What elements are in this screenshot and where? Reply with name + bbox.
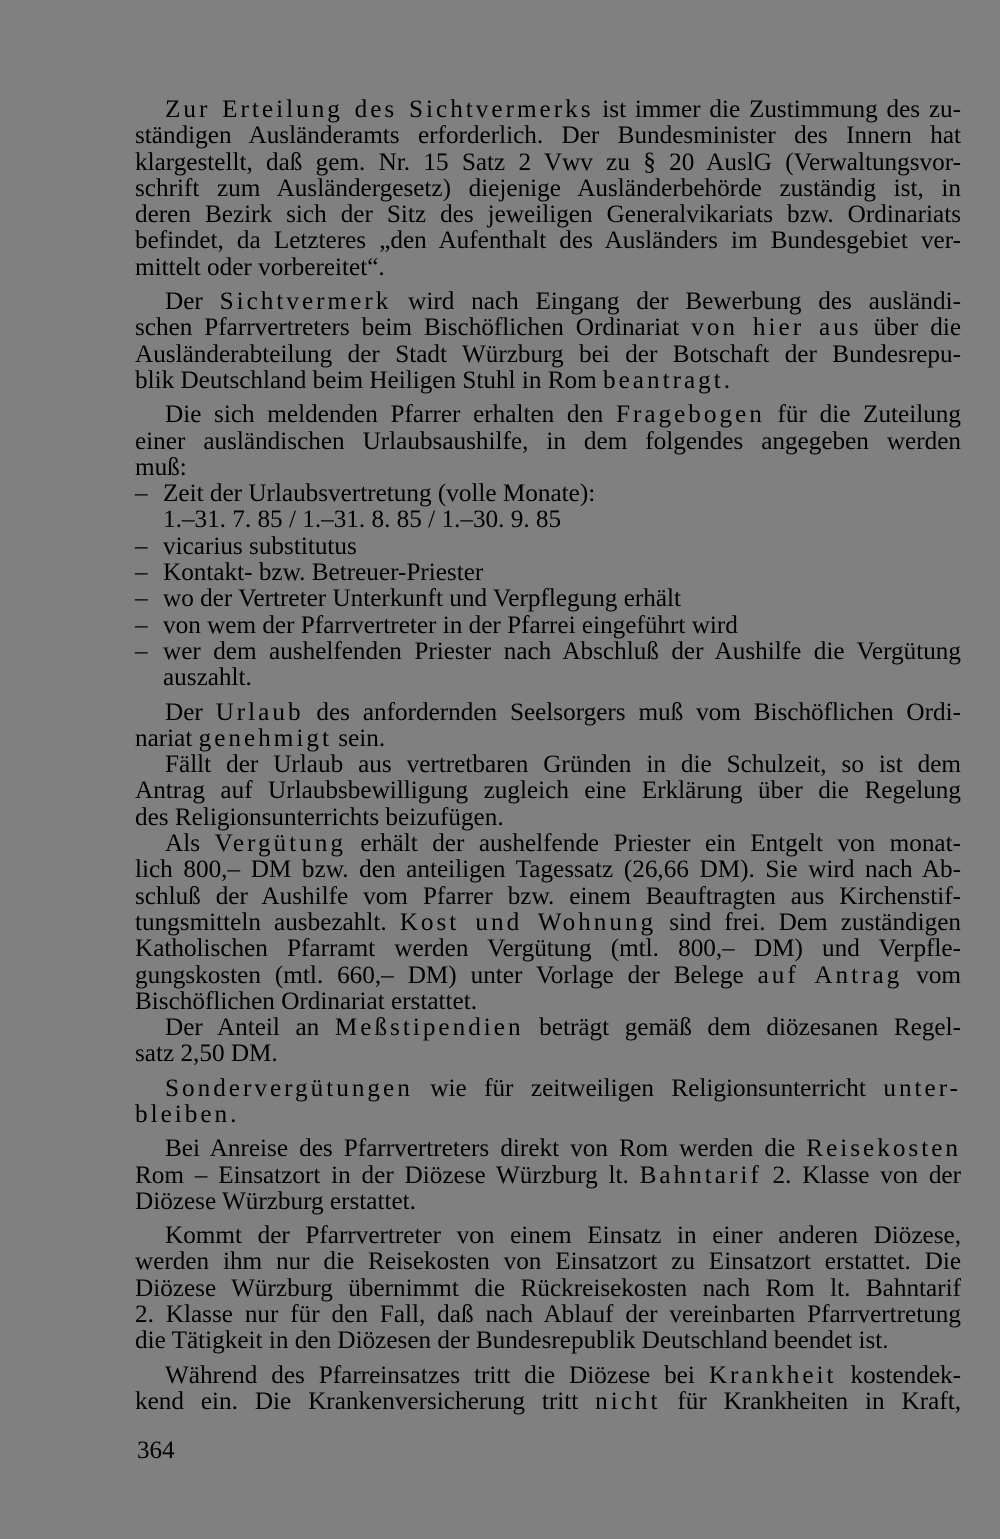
text-line [135,831,961,857]
text-line [135,1136,961,1162]
text-run: Diözese Würzburg übernimmt die Rückreisekosten nach Rom lt. Bahntarif [135,1274,961,1302]
text-run: sein. [331,724,386,752]
text-run: beträgt gemäß dem diözesanen Regel- [523,1014,961,1042]
book-page-text [135,97,961,1415]
text-line [135,1302,961,1328]
list-dash: – [135,611,148,639]
text-line [135,613,961,639]
text-run: sind frei. Dem zuständigen [656,908,962,936]
text-line [135,202,961,228]
text-line [135,315,961,341]
text-run: vom [902,961,961,989]
text-run: des Religionsunterrichts beizufügen. [135,803,504,831]
text-run: Der [165,288,220,316]
text-line [135,989,961,1015]
text-line [135,1189,961,1215]
text-run: des anfordernden Seelsorgers muß vom Bischöflichen Ordi- [303,698,961,726]
spaced-emphasis: Kost und Wohnung [399,908,657,936]
spaced-emphasis: bleiben [135,1100,231,1128]
text-line [135,1163,961,1189]
text-run: . [723,366,731,394]
spaced-emphasis: nicht [595,1387,661,1415]
text-run: Bei Anreise des Pfarrvertreters direkt von Rom werden die [165,1135,807,1163]
spaced-emphasis: Vergütung [214,830,346,858]
spaced-emphasis: genehmigt [198,724,332,752]
text-run: Zeit der Urlaubsvertretung (volle Monate): [163,480,596,508]
text-line [135,1223,961,1249]
text-line [135,910,961,936]
text-line [135,1015,961,1041]
text-run: Ausländerabteilung der Stadt Würzburg bei der Botschaft der Bundesrepu- [135,340,961,368]
spaced-emphasis: Krankheit [708,1361,837,1389]
text-line [135,726,961,752]
text-run: erhält der aushelfende Priester ein Entgelt von monat- [345,830,961,858]
text-line [135,586,961,612]
text-run: Katholischen Pfarramt werden Vergütung (mtl. 800,– DM) und Verpfle- [135,935,961,963]
text-line [135,481,961,507]
text-run: auszahlt. [163,664,252,692]
text-line [135,97,961,123]
page-number: 364 [137,1437,175,1464]
text-run: Kontakt- bzw. Betreuer-Priester [163,559,484,587]
text-run: klargestellt, daß gem. Nr. 15 Satz 2 Vwv zu § 20 AuslG (Verwaltungsvor- [135,148,961,176]
text-run: wie für zeitweiligen Religionsunterricht [412,1074,884,1102]
text-line [135,1102,961,1128]
text-line [135,228,961,254]
text-run: Bischöflichen Ordinariat erstattet. [135,987,478,1015]
text-run: blik Deutschland beim Heiligen Stuhl in Rom [135,366,604,394]
text-run: 1.–31. 7. 85 / 1.–31. 8. 85 / 1.–30. 9. 85 [163,506,562,534]
text-run: satz 2,50 DM. [135,1040,278,1068]
text-run: 2. Klasse nur für den Fall, daß nach Ablauf der vereinbarten Pfarrvertretung [135,1301,961,1329]
spaced-emphasis: auf Antrag [757,961,903,989]
text-run: vicarius substitutus [163,532,357,560]
spaced-emphasis: von hier aus [691,314,862,342]
list-dash: – [135,637,148,665]
text-line [135,665,961,691]
spaced-emphasis: Urlaub [215,698,304,726]
text-line [135,1041,961,1067]
text-line [135,1328,961,1354]
text-run: Rom – Einsatzort in der Diözese Würzburg lt. [135,1161,640,1189]
text-line [135,963,961,989]
list-dash: – [135,559,148,587]
text-line [135,936,961,962]
spaced-emphasis: Sondervergütungen [165,1074,413,1102]
text-run: Kommt der Pfarrvertreter von einem Einsatz in einer anderen Diözese, [165,1222,961,1250]
text-run: Antrag auf Urlaubsbewilligung zugleich eine Erklärung über die Regelung [135,777,961,805]
text-line [135,176,961,202]
text-line [135,402,961,428]
text-run: Der [165,698,216,726]
text-run: schrift zum Ausländergesetz) diejenige Ausländerbehörde zuständig ist, in [135,174,961,202]
text-line [135,1076,961,1102]
text-line [135,455,961,481]
text-run: Die sich meldenden Pfarrer erhalten den [165,401,616,429]
text-line [135,123,961,149]
text-run: einer ausländischen Urlaubsaushilfe, in dem folgendes angegeben werden [135,427,961,455]
text-run: wird nach Eingang der Bewerbung des ausländi- [391,288,962,316]
spaced-emphasis: Sichtvermerk [219,288,392,316]
text-line [135,1389,961,1415]
text-line [135,1249,961,1275]
text-run: Während des Pfarreinsatzes tritt die Diözese bei [165,1361,709,1389]
text-line [135,342,961,368]
text-line [135,778,961,804]
spaced-emphasis: Fragebogen [615,401,765,429]
list-dash: – [135,532,148,560]
text-line [135,507,961,533]
text-run: ist immer die Zustimmung des zu- [593,96,961,123]
text-run: wo der Vertreter Unterkunft und Verpflegung erhält [163,585,682,613]
text-line [135,752,961,778]
text-run: Fällt der Urlaub aus vertretbaren Gründen in die Schulzeit, so ist dem [165,751,961,779]
text-run: muß: [135,453,187,481]
text-run: Als [165,830,215,858]
text-run: ständigen Ausländeramts erforderlich. Der Bundesminister des Innern hat [135,122,961,150]
text-line [135,805,961,831]
text-run: wer dem aushelfenden Priester nach Abschluß der Aushilfe die Vergütung [163,637,961,665]
text-run: nariat [135,724,199,752]
text-run: für Krankheiten in Kraft, [660,1387,961,1415]
text-run: tungsmitteln ausbezahlt. [135,908,400,936]
text-run: kend ein. Die Krankenversicherung tritt [135,1387,596,1415]
text-run: . [230,1100,237,1128]
text-run: 2. Klasse von der [761,1161,961,1189]
text-run: werden ihm nur die Reisekosten von Einsatzort zu Einsatzort erstattet. Die [135,1248,961,1276]
text-run: befindet, da Letzteres „den Aufenthalt des Ausländers im Bundesgebiet ver- [135,227,961,255]
spaced-emphasis: beantragt [603,366,724,394]
text-run: von wem der Pfarrvertreter in der Pfarrei eingeführt wird [163,611,738,639]
text-run: die Tätigkeit in den Diözesen der Bundesrepublik Deutschland beendet ist. [135,1327,889,1355]
spaced-emphasis: Zur Erteilung des Sichtvermerks [165,96,594,123]
spaced-emphasis: Meßstipendien [334,1014,524,1042]
text-line [135,1276,961,1302]
text-run: kostendek- [836,1361,961,1389]
text-line [135,150,961,176]
text-run: lich 800,– DM bzw. den anteiligen Tagessatz (26,66 DM). Sie wird nach Ab- [135,856,961,884]
text-line [135,534,961,560]
text-line [135,857,961,883]
text-line [135,884,961,910]
text-line [135,700,961,726]
text-run: gungskosten (mtl. 660,– DM) unter Vorlage der Belege [135,961,758,989]
text-run: Diözese Würzburg erstattet. [135,1187,416,1215]
text-run: deren Bezirk sich der Sitz des jeweiligen Generalvikariats bzw. Ordinariats [135,201,961,229]
spaced-emphasis: unter- [883,1074,961,1102]
text-line [135,368,961,394]
list-dash: – [135,585,148,613]
text-line [135,1363,961,1389]
text-run: Der Anteil an [165,1014,335,1042]
list-dash: – [135,480,148,508]
text-run: über die [861,314,961,342]
text-run: schluß der Aushilfe vom Pfarrer bzw. einem Beauftragten aus Kirchenstif- [135,882,961,910]
text-line [135,289,961,315]
text-line [135,255,961,281]
spaced-emphasis: Reisekosten [806,1135,961,1163]
text-line [135,639,961,665]
text-run: für die Zuteilung [764,401,961,429]
text-line [135,560,961,586]
text-run: mittelt oder vorbereitet“. [135,253,385,281]
text-run: schen Pfarrvertreters beim Bischöflichen Ordinariat [135,314,692,342]
text-line [135,429,961,455]
spaced-emphasis: Bahntarif [639,1161,762,1189]
